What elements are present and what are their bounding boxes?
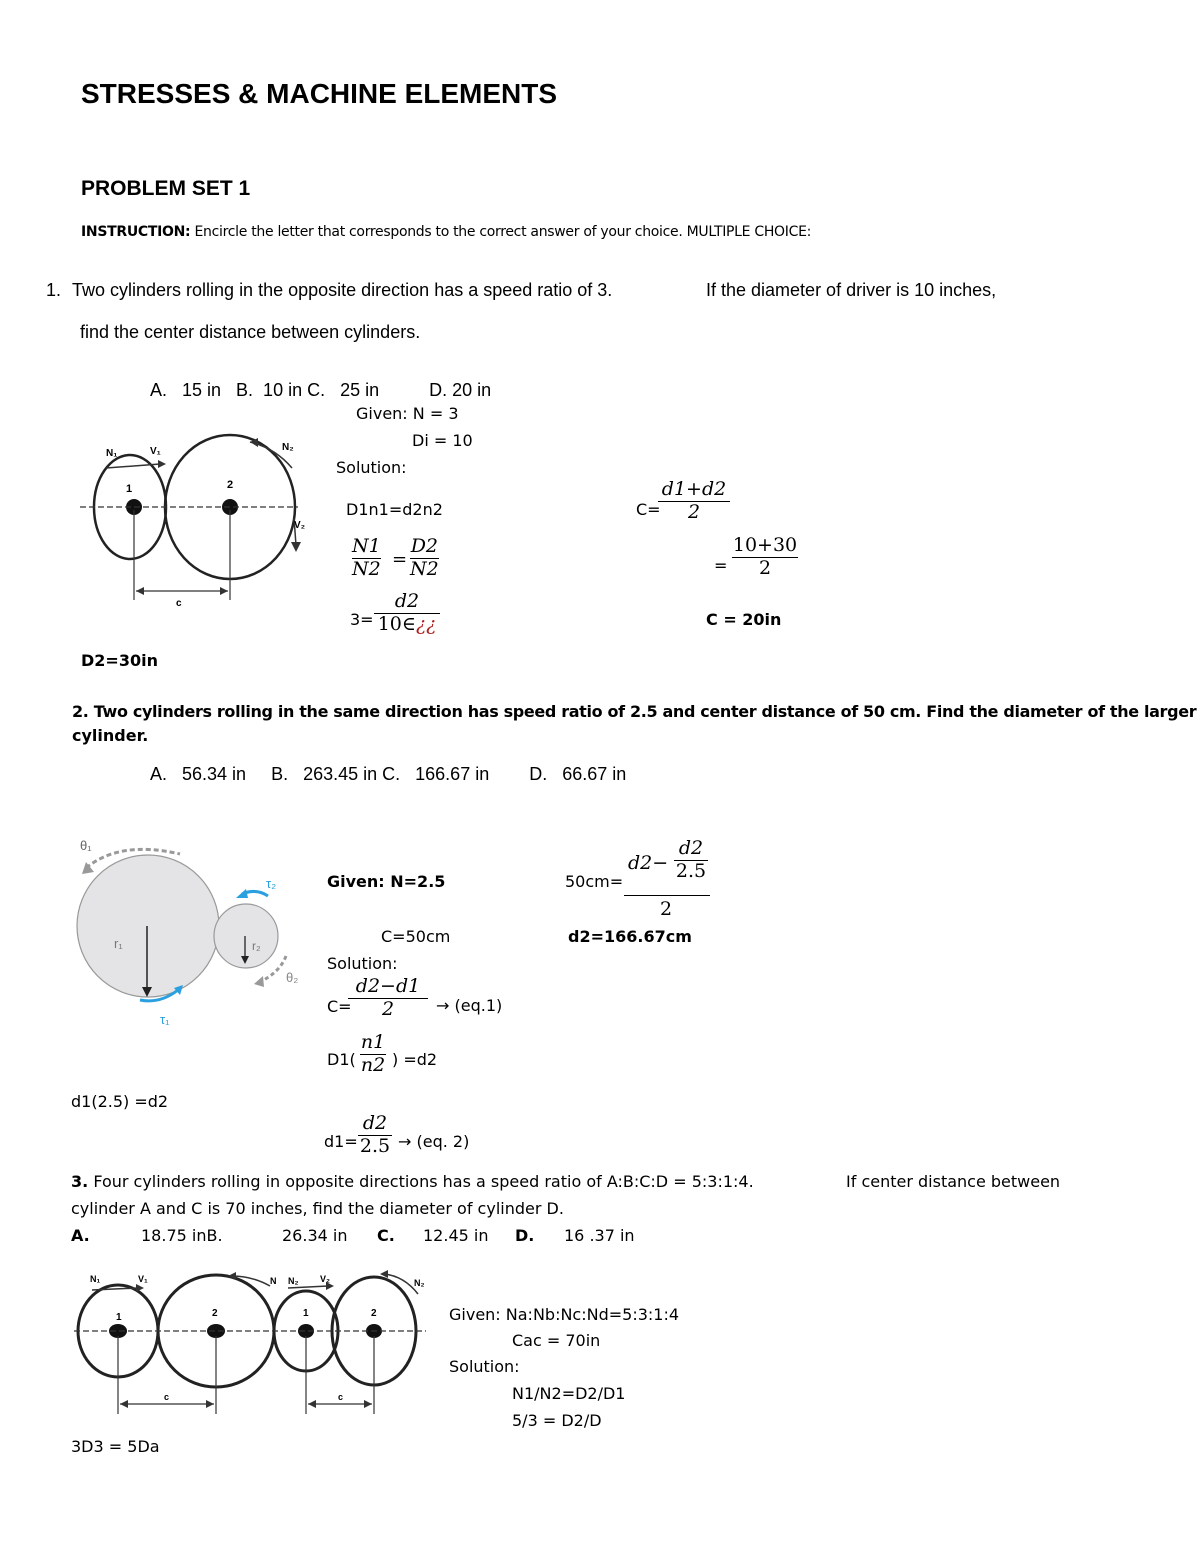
q3-number: 3. [71, 1172, 89, 1191]
fig1-c-label: c [176, 598, 182, 609]
frac-num: D2 [410, 535, 439, 557]
q1-d2-result: D2=30in [81, 651, 158, 670]
q3-given: Given: Na:Nb:Nc:Nd=5:3:1:4 [449, 1305, 680, 1324]
q3-solution-label: Solution: [449, 1357, 520, 1376]
q3-choice-c: C. [377, 1226, 395, 1245]
q3-choices [71, 1226, 90, 1245]
fig3-n2-label: N [270, 1276, 277, 1286]
fig3-c1-label: 1 [116, 1312, 122, 1323]
q2-frac-c [348, 977, 428, 1020]
q1-three-eq: 3= [350, 610, 374, 629]
q3-choice-a: A. [71, 1226, 90, 1245]
frac-num: N1 [352, 535, 381, 557]
fig2-theta2-label: θ₂ [286, 970, 299, 985]
fig2-r1-label: r₁ [114, 936, 123, 951]
fig3-c3-label: 1 [303, 1308, 309, 1319]
instruction-label: INSTRUCTION: [81, 224, 191, 240]
frac-den-error-glyph: ¿¿ [415, 612, 437, 635]
q1-text-a: Two cylinders rolling in the opposite direction has a speed ratio of 3. [72, 280, 613, 300]
frac-den: n2 [360, 1053, 386, 1076]
fig3-c2-label: 2 [212, 1308, 218, 1319]
fig2-r2-label: r₂ [252, 939, 261, 953]
q2-given-c: C=50cm [381, 927, 451, 946]
q3-text-b: If center distance between [846, 1172, 1061, 1191]
fig2-tau2-label: τ₂ [266, 876, 277, 891]
q2-d1-tail: ) =d2 [392, 1050, 438, 1069]
q1-number: 1. [46, 280, 62, 300]
frac-num: d2 [678, 837, 704, 859]
q1-eq1: D1n1=d2n2 [346, 500, 443, 519]
q1-text-c: find the center distance between cylinders. [80, 322, 421, 342]
frac-den: 2 [381, 997, 395, 1020]
q1-frac-d2-n2 [410, 537, 439, 580]
q3-text-a: Four cylinders rolling in opposite directions has a speed ratio of A:B:C:D = 5:3:1:4. [93, 1172, 754, 1191]
page-title: STRESSES & MACHINE ELEMENTS [81, 78, 558, 109]
fig3-n3-label: N₂ [414, 1278, 425, 1288]
fig2-tau1-label: τ₁ [160, 1012, 170, 1027]
fig3-n1-label: N₁ [90, 1274, 101, 1284]
q1-c-label: C= [636, 500, 661, 519]
q3-given-cac: Cac = 70in [512, 1331, 601, 1350]
q1-c-result: C = 20in [706, 610, 782, 629]
q1-given-di: Di = 10 [412, 431, 473, 450]
q1-text-b: If the diameter of driver is 10 inches, [706, 280, 997, 300]
q1-frac-c [658, 480, 730, 523]
frac-num: d2 [362, 1112, 388, 1134]
q2-text-b: cylinder. [72, 726, 149, 745]
q2-text: 2. Two cylinders rolling in the same direction has speed ratio of 2.5 and center distance of 50 cm. Find the diameter of the larger [72, 702, 1197, 721]
fig2-theta1-label: θ₁ [80, 838, 92, 853]
q3-eq2: 5/3 = D2/D [512, 1411, 602, 1430]
fig3-n2b-label: N₂ [288, 1276, 299, 1286]
frac-num: 10+30 [732, 534, 798, 556]
q3-choice-d: D. [515, 1226, 535, 1245]
q2-d1-label: D1( [327, 1050, 356, 1069]
q2-d2-result: d2=166.67cm [568, 927, 692, 946]
q3-line1 [71, 1172, 754, 1191]
frac-num: d2−d1 [355, 975, 421, 997]
fig3-c4-label: 2 [371, 1308, 377, 1319]
q3-cylinders-figure [66, 1268, 436, 1438]
fig1-c2-label: 2 [227, 479, 234, 491]
q3-choice-a-val: 18.75 inB. [141, 1226, 223, 1245]
q1-solution-label: Solution: [336, 458, 407, 477]
q2-frac-d2-25 [358, 1114, 392, 1157]
frac-den: N2 [410, 557, 439, 580]
q3-eq1: N1/N2=D2/D1 [512, 1384, 626, 1403]
q1-cylinders-figure [70, 420, 310, 620]
q2-c-label: C= [327, 997, 352, 1016]
q2-eq1-tag: → (eq.1) [436, 996, 503, 1015]
fig1-c1-label: 1 [126, 483, 133, 495]
q2-choices: A. 56.34 in B. 263.45 in C. 166.67 in D. 66.67 in [150, 764, 627, 784]
q2-d1-25: d1(2.5) =d2 [71, 1092, 169, 1111]
q2-fifty-inner-frac [674, 839, 708, 882]
q2-eq2-tag: → (eq. 2) [398, 1132, 470, 1151]
q2-frac-n1-n2 [360, 1033, 386, 1076]
frac-num: n1 [360, 1031, 386, 1053]
fig1-n2-label: N₂ [282, 442, 294, 453]
q3-eq3: 3D3 = 5Da [71, 1437, 160, 1456]
q3-choice-b-val: 26.34 in [282, 1226, 348, 1245]
fig3-cb-label: c [338, 1392, 344, 1402]
fig3-v1-label: V₁ [138, 1274, 148, 1284]
q1-given: Given: N = 3 [356, 404, 459, 423]
fig1-n1-label: N₁ [106, 448, 118, 459]
q2-fifty-den: 2 [660, 898, 673, 920]
q2-solution-label: Solution: [327, 954, 398, 973]
fig3-c-label: c [164, 1392, 170, 1402]
problem-set-heading: PROBLEM SET 1 [81, 177, 251, 200]
q2-given: Given: N=2.5 [327, 872, 446, 891]
q3-text-c: cylinder A and C is 70 inches, find the diameter of cylinder D. [71, 1199, 564, 1218]
q1-frac-10-30 [732, 536, 798, 579]
q1-choices: A. 15 in B. 10 in C. 25 in D. 20 in [150, 380, 492, 400]
instruction [81, 224, 811, 240]
q2-fifty-label: 50cm= [565, 872, 624, 891]
frac-den-10: 10∈ [377, 612, 416, 635]
q1-equals: = [392, 549, 408, 570]
fig1-v1-label: V₁ [150, 446, 161, 457]
q1-frac-d2-10 [374, 592, 440, 635]
q1-frac-n1-n2 [352, 537, 381, 580]
frac-num: d1+d2 [661, 478, 727, 500]
frac-den: 2.5 [675, 859, 707, 882]
q2-cylinders-figure [70, 832, 310, 1032]
q2-d1-eq: d1= [324, 1132, 358, 1151]
q2-fifty-main-bar [624, 895, 710, 896]
frac-num: d2 [394, 590, 420, 612]
frac-den [377, 612, 437, 635]
fig1-v2-label: V₂ [294, 520, 306, 531]
q2-fifty-d2: d2− [628, 852, 669, 874]
q3-choice-c-val: 12.45 in [423, 1226, 489, 1245]
frac-den: N2 [352, 557, 381, 580]
q3-choice-d-val: 16 .37 in [564, 1226, 635, 1245]
q1-eq-sign: = [714, 556, 728, 575]
frac-den: 2.5 [359, 1134, 391, 1157]
frac-den: 2 [687, 500, 701, 523]
frac-den: 2 [758, 556, 772, 579]
instruction-text: Encircle the letter that corresponds to the correct answer of your choice. MULTIPLE CHOICE: [194, 224, 812, 240]
fig3-v2-label: V₂ [320, 1274, 331, 1284]
